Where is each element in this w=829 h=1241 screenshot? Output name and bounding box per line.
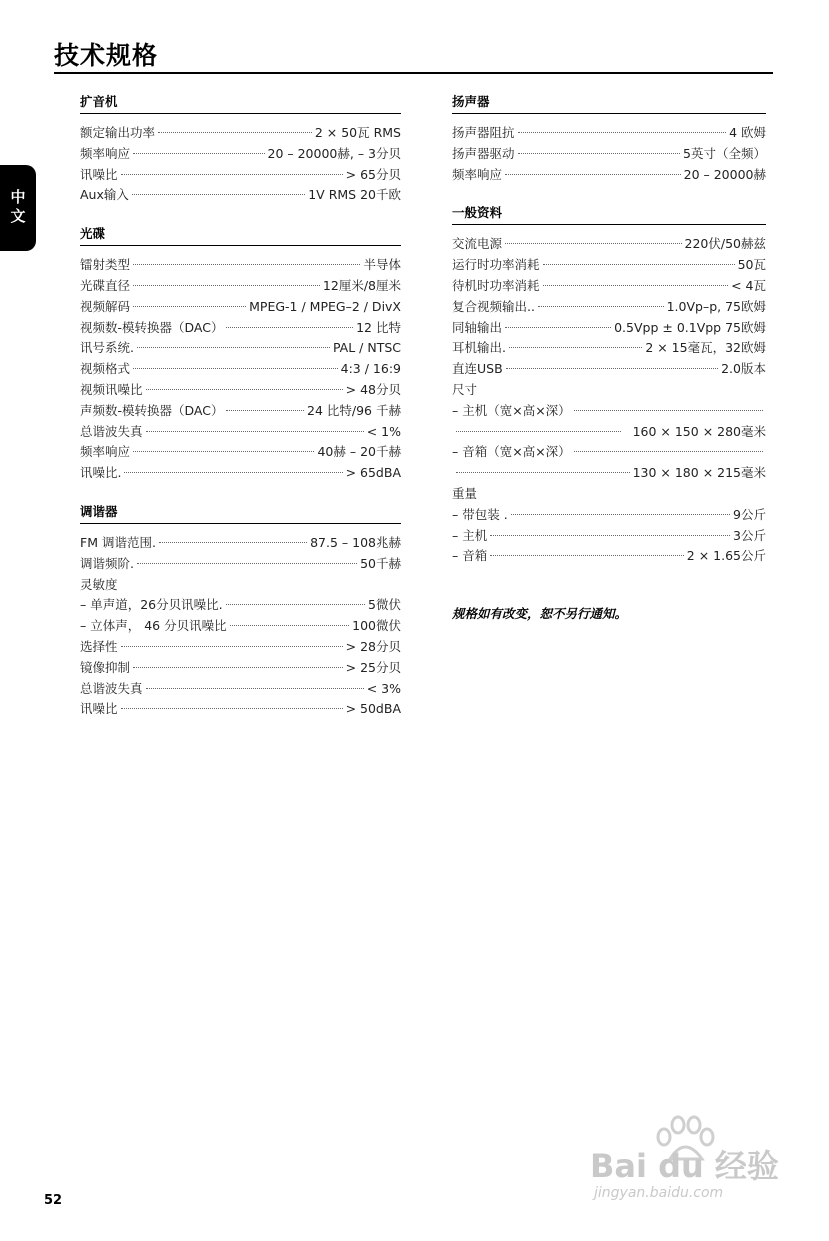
- spec-row: [80, 380, 401, 401]
- spec-label: 扬声器驱动: [452, 145, 515, 161]
- main-size-value: 160 × 150 × 280毫米: [632, 423, 766, 439]
- spec-row: [80, 255, 401, 276]
- spec-row: [452, 123, 766, 144]
- spec-row: [452, 546, 766, 567]
- leader-dots: [518, 132, 727, 133]
- spec-label: – 立体声， 46 分贝讯噪比: [80, 618, 227, 634]
- leader-dots: [133, 368, 338, 369]
- leader-dots: [456, 431, 621, 432]
- leader-dots: [133, 153, 264, 154]
- spec-label: 调谐频阶.: [80, 555, 134, 571]
- spec-value: > 65dBA: [345, 465, 401, 481]
- spec-row: [80, 699, 401, 720]
- size-label: 尺寸: [452, 381, 478, 397]
- side-tab-label: 中文: [8, 189, 27, 227]
- spec-value: 12厘米/8厘米: [322, 277, 401, 293]
- disc-section: [80, 224, 401, 484]
- spec-label: 待机时功率消耗: [452, 277, 540, 293]
- spec-label: 直连USB: [452, 361, 503, 377]
- spec-label: 讯噪比: [80, 166, 118, 182]
- spec-value: 50千赫: [360, 555, 401, 571]
- box-size-value-row: [452, 463, 766, 484]
- spec-label: 频率响应: [80, 444, 131, 460]
- spec-row: [80, 422, 401, 443]
- spec-value: 20 – 20000赫, – 3分贝: [267, 145, 401, 161]
- leader-dots: [146, 389, 343, 390]
- spec-value: 40赫 – 20千赫: [317, 444, 401, 460]
- leader-dots: [133, 264, 360, 265]
- leader-dots: [490, 535, 730, 536]
- spec-row: [80, 338, 401, 359]
- spec-label: 总谐波失真: [80, 680, 143, 696]
- tuner-rows-2: [80, 595, 401, 720]
- spec-label: 镭射类型: [80, 257, 131, 273]
- spec-label: 视频数-模转换器（DAC）: [80, 319, 224, 335]
- spec-label: 总谐波失真: [80, 423, 143, 439]
- spec-value: > 50dBA: [345, 701, 401, 717]
- leader-dots: [133, 285, 320, 286]
- spec-value: 5微伏: [368, 597, 401, 613]
- spec-value: 4:3 / 16:9: [340, 361, 401, 377]
- amp-section: [80, 92, 401, 206]
- leader-dots: [505, 174, 681, 175]
- spec-value: > 48分贝: [345, 381, 401, 397]
- main-size-label: – 主机（宽×高×深）: [452, 402, 571, 418]
- spec-row: [80, 533, 401, 554]
- box-size-value: 130 × 180 × 215毫米: [632, 465, 766, 481]
- spec-value: 2 × 50瓦 RMS: [314, 125, 401, 140]
- general-rows: [452, 234, 766, 380]
- spec-row: [80, 442, 401, 463]
- leader-dots: [159, 542, 307, 543]
- speaker-heading: 扬声器: [452, 92, 766, 114]
- leader-dots: [133, 306, 246, 307]
- spec-label: 频率响应: [80, 145, 131, 161]
- spec-row: [80, 359, 401, 380]
- spec-label: – 单声道，26分贝讯噪比.: [80, 597, 223, 613]
- leader-dots: [121, 174, 343, 175]
- amp-rows: [80, 123, 401, 206]
- leader-dots: [490, 555, 684, 556]
- leader-dots: [226, 327, 353, 328]
- tuner-heading: 调谐器: [80, 502, 401, 524]
- language-side-tab: [0, 165, 36, 251]
- leader-dots: [146, 688, 364, 689]
- spec-value: 2 × 1.65公斤: [686, 548, 766, 564]
- leader-dots: [505, 243, 682, 244]
- spec-label: 声频数-模转换器（DAC）: [80, 402, 224, 418]
- spec-row: [80, 401, 401, 422]
- spec-label: 频率响应: [452, 166, 503, 182]
- spec-label: 视频格式: [80, 361, 131, 377]
- spec-label: 视频讯噪比: [80, 381, 143, 397]
- leader-dots: [518, 153, 681, 154]
- leader-dots: [505, 327, 611, 328]
- right-column: [452, 92, 766, 585]
- spec-label: 镜像抑制: [80, 659, 131, 675]
- left-column: [80, 92, 401, 738]
- spec-row: [452, 338, 766, 359]
- spec-value: 2.0版本: [721, 361, 766, 377]
- page-title: 技术规格: [54, 41, 159, 70]
- spec-value: < 4瓦: [731, 277, 766, 293]
- spec-value: 1.0Vp–p, 75欧姆: [666, 298, 766, 314]
- spec-value: < 3%: [366, 680, 401, 696]
- spec-row: [452, 276, 766, 297]
- leader-dots: [543, 285, 729, 286]
- spec-row: [80, 679, 401, 700]
- leader-dots: [132, 194, 305, 195]
- spec-row: [80, 637, 401, 658]
- spec-value: 87.5 – 108兆赫: [310, 534, 401, 550]
- spec-row: [80, 595, 401, 616]
- weight-rows: [452, 505, 766, 567]
- spec-label: 视频解码: [80, 298, 131, 314]
- spec-value: 12 比特: [356, 319, 401, 335]
- spec-row: [452, 359, 766, 380]
- spec-value: 9公斤: [733, 506, 766, 522]
- spec-row: [80, 123, 401, 144]
- spec-row: [452, 255, 766, 276]
- spec-value: < 1%: [366, 423, 401, 439]
- leader-dots: [538, 306, 664, 307]
- watermark-url: jingyan.baidu.com: [594, 1185, 724, 1201]
- leader-dots: [133, 451, 314, 452]
- spec-value: > 28分贝: [345, 638, 401, 654]
- leader-dots: [230, 625, 350, 626]
- tuner-rows: [80, 533, 401, 575]
- spec-label: – 带包装 .: [452, 506, 508, 522]
- spec-label: – 主机: [452, 527, 488, 543]
- disc-rows: [80, 255, 401, 484]
- general-heading: 一般资料: [452, 203, 766, 225]
- leader-dots: [226, 410, 304, 411]
- spec-label: 同轴输出: [452, 319, 503, 335]
- leader-dots: [121, 646, 343, 647]
- box-size-label: – 音箱（宽×高×深）: [452, 444, 571, 460]
- spec-value: 0.5Vpp ± 0.1Vpp 75欧姆: [614, 319, 766, 335]
- leader-dots: [506, 368, 718, 369]
- spec-label: – 音箱: [452, 548, 488, 564]
- spec-label: 讯噪比: [80, 701, 118, 717]
- amp-heading: 扩音机: [80, 92, 401, 114]
- leader-dots: [124, 472, 342, 473]
- spec-value: PAL / NTSC: [332, 340, 401, 356]
- spec-row: [80, 185, 401, 206]
- leader-dots: [456, 472, 630, 473]
- leader-dots: [137, 347, 330, 348]
- spec-value: 220伏/50赫兹: [684, 236, 766, 252]
- spec-row: [80, 297, 401, 318]
- spec-value: 2 × 15毫瓦，32欧姆: [645, 340, 766, 356]
- leader-dots: [121, 708, 343, 709]
- watermark-logo: Bai du 经验: [590, 1147, 779, 1185]
- spec-row: [80, 463, 401, 484]
- general-section: [452, 203, 766, 567]
- spec-label: 光碟直径: [80, 277, 131, 293]
- sensitivity-label: 灵敏度: [80, 576, 118, 592]
- spec-row: [80, 144, 401, 165]
- spec-value: 1V RMS 20千欧: [308, 187, 401, 203]
- main-size-row: [452, 401, 766, 422]
- main-size-value-row: [452, 422, 766, 443]
- tuner-section: [80, 502, 401, 720]
- spec-value: 50瓦: [737, 257, 766, 273]
- weight-label: 重量: [452, 485, 478, 501]
- leader-dots: [574, 410, 763, 411]
- spec-row: [452, 234, 766, 255]
- spec-row: [80, 165, 401, 186]
- spec-label: 扬声器阻抗: [452, 125, 515, 140]
- leader-dots: [226, 604, 365, 605]
- spec-row: [80, 276, 401, 297]
- spec-row: [452, 297, 766, 318]
- speaker-rows: [452, 123, 766, 185]
- leader-dots: [509, 347, 642, 348]
- spec-row: [452, 318, 766, 339]
- spec-value: 20 – 20000赫: [683, 166, 766, 182]
- disc-heading: 光碟: [80, 224, 401, 246]
- spec-value: 半导体: [363, 257, 401, 273]
- title-divider: [54, 72, 773, 74]
- spec-label: 耳机输出.: [452, 340, 506, 356]
- spec-label: 讯号系统.: [80, 340, 134, 356]
- box-size-row: [452, 442, 766, 463]
- spec-row: [452, 165, 766, 186]
- leader-dots: [543, 264, 735, 265]
- spec-value: 24 比特/96 千赫: [307, 402, 401, 418]
- leader-dots: [133, 667, 343, 668]
- spec-row: [80, 616, 401, 637]
- spec-row: [80, 658, 401, 679]
- spec-row: [452, 526, 766, 547]
- spec-label: 讯噪比.: [80, 465, 122, 481]
- spec-value: 5英寸（全频）: [683, 145, 766, 161]
- disclaimer-note: 规格如有改变，恕不另行通知。: [452, 606, 628, 621]
- spec-value: > 65分贝: [345, 166, 401, 182]
- spec-label: 额定输出功率: [80, 125, 156, 140]
- leader-dots: [137, 563, 357, 564]
- spec-label: 交流电源: [452, 236, 503, 252]
- spec-value: 3公斤: [733, 527, 766, 543]
- leader-dots: [574, 451, 763, 452]
- spec-row: [80, 318, 401, 339]
- spec-row: [80, 554, 401, 575]
- baidu-watermark: [588, 1115, 788, 1210]
- spec-label: 复合视频输出..: [452, 298, 535, 314]
- spec-value: MPEG-1 / MPEG–2 / DivX: [249, 298, 401, 314]
- spec-label: Aux输入: [80, 187, 129, 203]
- spec-row: [452, 144, 766, 165]
- leader-dots: [511, 514, 730, 515]
- spec-label: 运行时功率消耗: [452, 257, 540, 273]
- spec-label: 选择性: [80, 638, 118, 654]
- page-number: 52: [44, 1193, 63, 1208]
- leader-dots: [146, 431, 364, 432]
- spec-value: 100微伏: [352, 618, 401, 634]
- spec-row: [452, 505, 766, 526]
- spec-value: > 25分贝: [345, 659, 401, 675]
- spec-label: FM 调谐范围.: [80, 534, 156, 550]
- speaker-section: [452, 92, 766, 185]
- leader-dots: [158, 132, 312, 133]
- spec-value: 4 欧姆: [729, 125, 766, 140]
